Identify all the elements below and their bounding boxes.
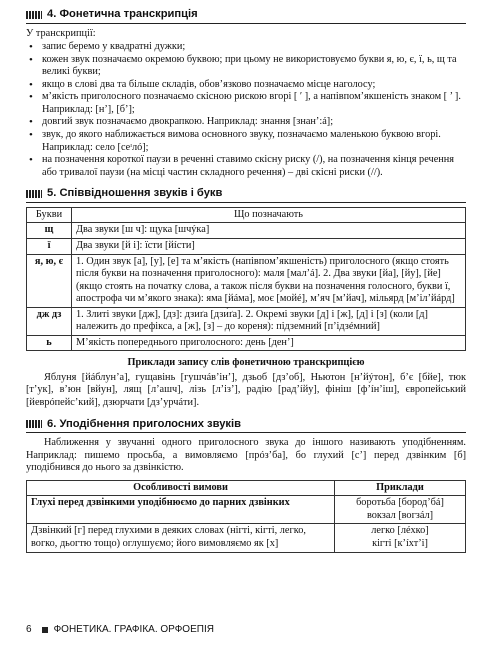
table-header-cell: Приклади [335,480,466,496]
section-bar-icon [26,11,42,19]
example-line: кігті [к’íхт’і] [372,538,428,550]
section-5-heading [26,187,466,203]
table-header-row [27,480,466,496]
feature-cell: Глухі перед дзвінкими уподібнюємо до парних дзвінких [27,496,335,524]
footer-square-icon [42,627,48,633]
letters-cell: я, ю, є [27,254,72,307]
table-row [27,496,466,524]
table-row [27,307,466,335]
example-line: легко [лéхко] [371,525,429,537]
assimilation-table [26,480,466,553]
section-bar-icon [26,420,42,428]
example-line: боротьба [бород’бá] [356,497,444,509]
description-cell: 1. Злиті звуки [дж], [дз]: дзиґа [дзи́ґа]. 2. Окремі звуки [д] і [ж], [д] і [з] (коли [д] належить до префікса, а [ж], [з] – до кореня): підземний [п’ідзéмний] [72,307,466,335]
letters-cell: ь [27,335,72,351]
description-cell: М’якість попереднього приголосного: день [ден’] [72,335,466,351]
section-4-intro: У транскрипції: [26,27,96,39]
page-content [26,8,466,553]
chapter-title: ФОНЕТИКА. ГРАФІКА. ОРФОЕПІЯ [53,624,214,635]
table-header-cell: Що позначають [72,207,466,223]
example-line: вокзал [вогзáл] [366,509,434,521]
examples-paragraph: Яблуня [йáблун’а], гущавінь [гушчáв’ін’], дзьоб [дз’об], Ньютон [н’йýтон], б’є [бйе], тюк [т’ук], в’юн [вйун], лящ [л’ашч], лізь [л’із’], радію [рад’íйу], фініш [ф’íн’іш], європейський [йеврóпейс’кий], дзюрчати [дз’урчáти]. [26,371,466,408]
letters-sounds-table [26,207,466,351]
table-row [27,524,466,552]
page-number: 6 [26,624,32,635]
examples-title: Приклади запису слів фонетичною транскрипцією [127,357,365,369]
letters-cell: дж дз [27,307,72,335]
table-row [27,238,466,254]
page-footer [26,624,214,636]
section-bar-icon [26,190,42,198]
description-cell: 1. Один звук [а], [у], [е] та м’якість (напівпом’якшеність) приголосного (якщо стоять після букви на позначення приголосного): маля [мал’á]. 2. Два звуки [йа], [йу], [йе] (якщо стоять на початку слова, а також після букви на позначення голосного, букви ї, апострофа чи м’якого знака): яма [йáма], моє [мойé], м’яч [м’йач], мільярд [м’іл’йáрд] [72,254,466,307]
list-item: • на позначення короткої паузи в реченні ставимо скісну риску (/), на позначення кінця речення або тривалої паузи (на місці частин складного речення) – дві скісні риски (//). [26,154,466,179]
section-4-title: 4. Фонетична транскрипція [47,8,198,20]
table-row [27,335,466,351]
table-header-cell: Букви [27,207,72,223]
transcription-rules-list [26,41,466,179]
examples-cell [335,496,466,524]
section-4-heading [26,8,466,24]
section-6-heading [26,418,466,434]
list-item: • запис беремо у квадратні дужки; [26,41,466,54]
list-item: • якщо в слові два та більше складів, обов’язково позначаємо місце наголосу; [26,79,466,92]
table-row [27,254,466,307]
list-item: • м’якість приголосного позначаємо скісною рискою вгорі [ ʹ ], а напівпом’якшеність знаком [ ’ ]. Наприклад: [н’], [б’]; [26,91,466,116]
list-item: • звук, до якого наближається вимова основного звуку, позначаємо маленькою буквою вгорі. Наприклад: село [сеᶦлó]; [26,129,466,154]
section-6-title: 6. Уподібнення приголосних звуків [47,417,241,430]
letters-cell: щ [27,223,72,239]
list-item: • кожен звук позначаємо окремою буквою; при цьому не використовуємо букви я, ю, є, ї, ь, щ та великі букви; [26,54,466,79]
list-item: • довгий звук позначаємо двокрапкою. Наприклад: знання [знан’:á]; [26,116,466,129]
letters-cell: ї [27,238,72,254]
table-header-row [27,207,466,223]
description-cell: Два звуки [ш ч]: щука [шчýка] [72,223,466,239]
section-5-title: 5. Співвідношення звуків і букв [47,187,223,200]
table-row [27,223,466,239]
examples-cell [335,524,466,552]
table-header-cell: Особливості вимови [27,480,335,496]
section-6-paragraph: Наближення у звучанні одного приголосного звука до іншого називають уподібненням. Наприклад: пишемо просьба, а вимовляємо [прóз’ба], бо глухий [с’] перед дзвінким [б] уподібнився до нього за дзвінкістю. [26,437,466,474]
feature-cell: Дзвінкий [г] перед глухими в деяких словах (нігті, кігті, легко, вогко, дьогтю тощо) оглушуємо; його вимовляємо як [х] [27,524,335,552]
description-cell: Два звуки [й і]: їсти [йíсти] [72,238,466,254]
